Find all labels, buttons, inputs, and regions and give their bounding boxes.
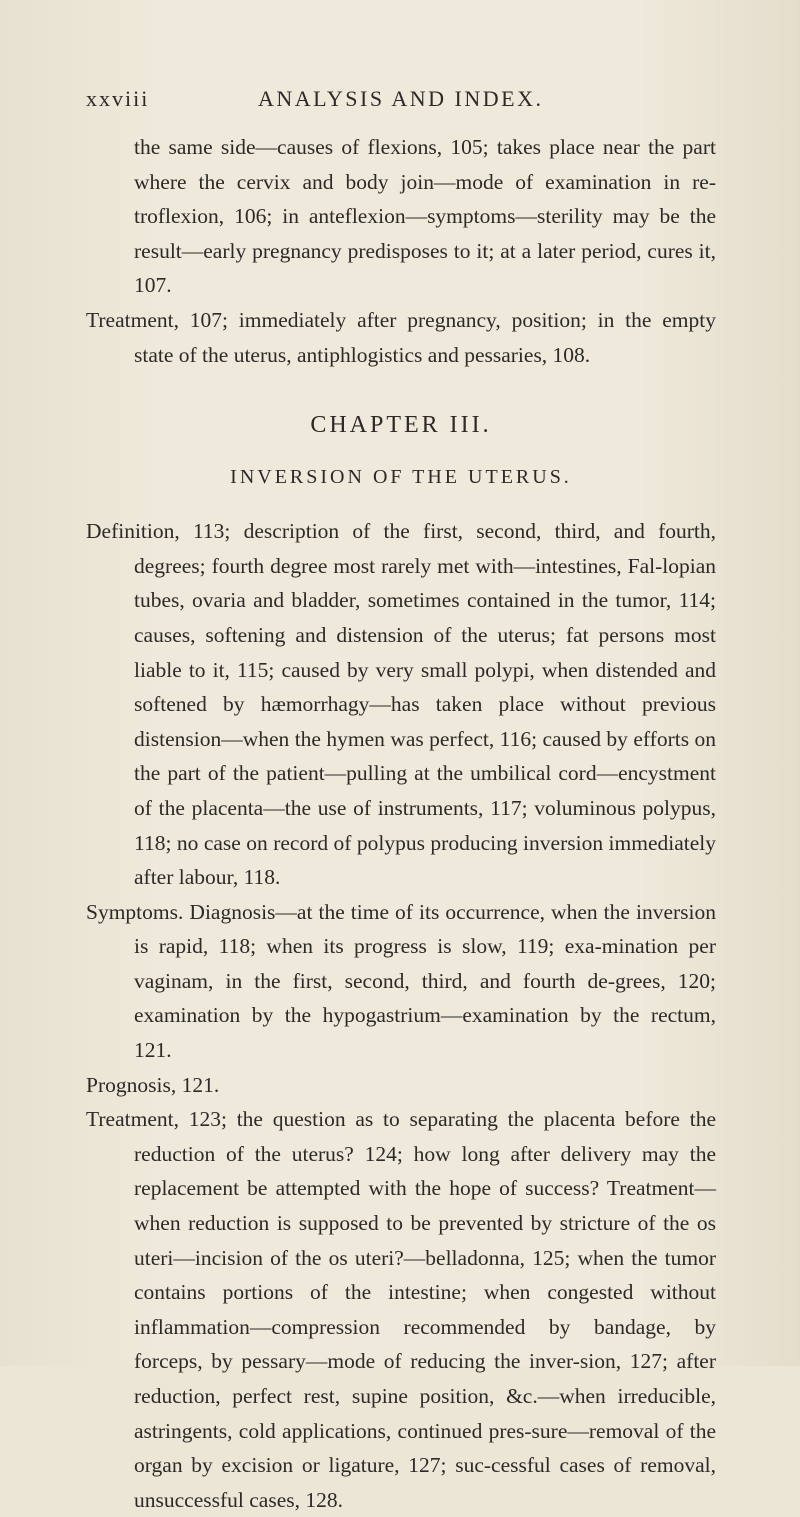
running-title: ANALYSIS AND INDEX. (258, 86, 544, 111)
index-entry-definition: Definition, 113; description of the first, second, third, and fourth, degrees; fourth degree most rarely met with—intestines, Fal-lopian tubes, ovaria and bladder, sometimes contained in the tumor, 114; causes, softening and distension of the uterus; fat persons most liable to it, 115; caused by very small polypi, when distended and softened by hæmorrhagy—has taken place without previous distension—when the hymen was perfect, 116; caused by efforts on the part of the patient—pulling at the umbilical cord—encystment of the placenta—the use of instruments, 117; voluminous polypus, 118; no case on record of polypus producing inversion immediately after labour, 118. (86, 519, 716, 890)
continuation-paragraph: the same side—causes of flexions, 105; takes place near the part where the cervix and body join—mode of examination in re-troflexion, 106; in anteflexion—symptoms—sterility may be the result—early pregnancy predisposes to it; at a later period, cures it, 107. (134, 135, 716, 298)
chapter-subtitle: INVERSION OF THE UTERUS. (230, 466, 572, 489)
page-number: xxviii (86, 86, 150, 111)
index-entry-prognosis: Prognosis, 121. (86, 1072, 220, 1097)
index-entry-treatment-flexions: Treatment, 107; immediately after pregnancy, position; in the empty state of the uterus, antiphlogistics and pessaries, 108. (86, 307, 716, 367)
index-entry-symptoms: Symptoms. Diagnosis—at the time of its occurrence, when the inversion is rapid, 118; when its progress is slow, 119; exa-mination per vaginam, in the first, second, third, and fourth de-grees, 120; examination by the hypogastrium—examination by the rectum, 121. (86, 899, 716, 1063)
index-body (86, 130, 716, 1517)
running-head (86, 86, 726, 116)
chapter-heading: CHAPTER III. (310, 412, 492, 439)
index-entry-treatment-inversion: Treatment, 123; the question as to separating the placenta before the reduction of the uterus? 124; how long after delivery may the replacement be attempted with the hope of success? Treatment—when reduction is supposed to be prevented by stricture of the os uteri—incision of the os uteri?—belladonna, 125; when the tumor contains portions of the intestine; when congested without inflammation—compression recommended by bandage, by forceps, by pessary—mode of reducing the inver-sion, 127; after reduction, perfect rest, supine position, &c.—when irreducible, astringents, cold applications, continued pres-sure—removal of the organ by excision or ligature, 127; suc-cessful cases of removal, unsuccessful cases, 128. (86, 1107, 716, 1512)
